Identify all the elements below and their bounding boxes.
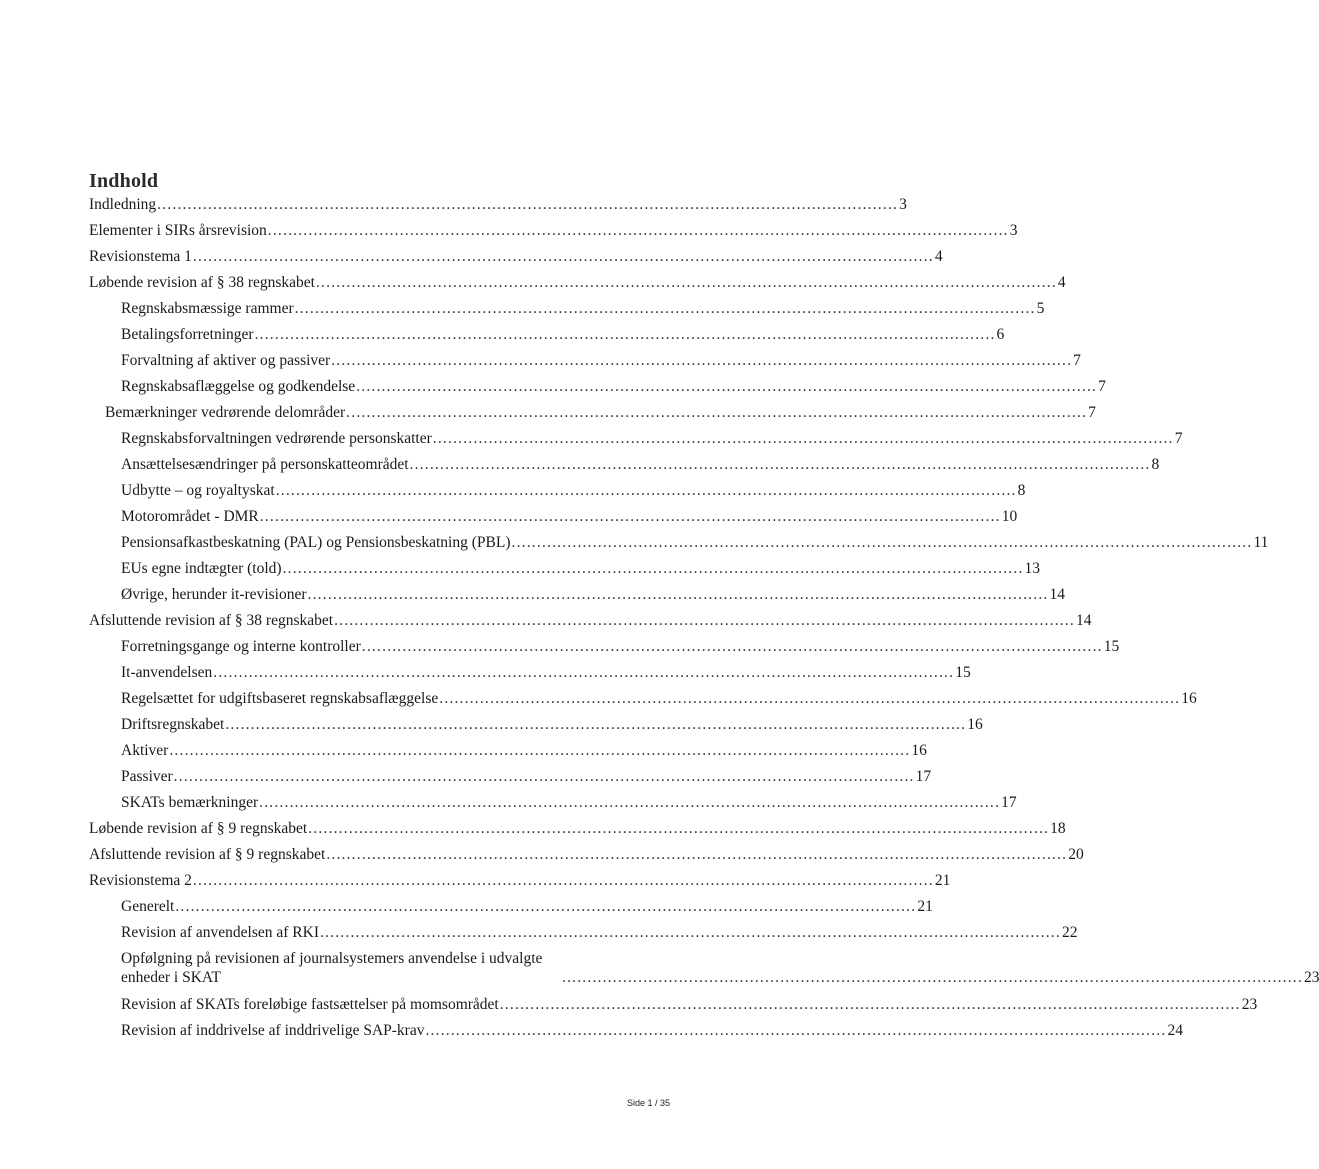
toc-entry-label: Afsluttende revision af § 38 regnskabet bbox=[89, 612, 334, 629]
toc-entry-momsomraadet[interactable] bbox=[121, 995, 1258, 1014]
toc-page-number: 3 bbox=[1009, 222, 1018, 239]
toc-leader-dots: .................................................................................................................................................. bbox=[294, 300, 1036, 317]
toc-entry-label: Regnskabsaflæggelse og godkendelse bbox=[121, 378, 356, 395]
toc-leader-dots: .................................................................................................................................................. bbox=[334, 612, 1076, 629]
toc-entry-label: Pensionsafkastbeskatning (PAL) og Pensionsbeskatning (PBL) bbox=[121, 534, 511, 551]
toc-entry-motoromraadet[interactable] bbox=[121, 507, 1018, 526]
toc-leader-dots: .................................................................................................................................................. bbox=[511, 534, 1253, 551]
toc-entry-pal-pbl[interactable] bbox=[121, 533, 1269, 552]
toc-entry-label: Passiver bbox=[121, 768, 173, 785]
toc-entry-label: Revisionstema 1 bbox=[89, 248, 192, 265]
toc-entry-label: Forvaltning af aktiver og passiver bbox=[121, 352, 331, 369]
toc-page-number: 15 bbox=[1103, 638, 1120, 655]
toc-page-number: 23 bbox=[1241, 996, 1258, 1013]
toc-leader-dots: .................................................................................................................................................. bbox=[425, 1022, 1167, 1039]
toc-entry-regelsaettet[interactable] bbox=[121, 689, 1197, 708]
toc-leader-dots: .................................................................................................................................................. bbox=[175, 898, 917, 915]
toc-entry-forvaltning[interactable] bbox=[121, 351, 1081, 370]
toc-page-number: 5 bbox=[1036, 300, 1045, 317]
toc-leader-dots: .................................................................................................................................................. bbox=[499, 996, 1241, 1013]
toc-entry-label: Forretningsgange og interne kontroller bbox=[121, 638, 361, 655]
toc-page-number: 8 bbox=[1017, 482, 1026, 499]
toc-page-number: 16 bbox=[1181, 690, 1197, 707]
toc-page-number: 23 bbox=[1303, 969, 1319, 986]
toc-leader-dots: .................................................................................................................................................. bbox=[267, 222, 1009, 239]
toc-entry-regnskabsaflaeggelse[interactable] bbox=[121, 377, 1106, 396]
toc-page-number: 7 bbox=[1088, 404, 1096, 421]
toc-page-number: 7 bbox=[1098, 378, 1106, 395]
toc-entry-indledning[interactable] bbox=[89, 195, 907, 214]
toc-leader-dots: .................................................................................................................................................. bbox=[225, 716, 967, 733]
toc-leader-dots: .................................................................................................................................................. bbox=[173, 768, 915, 785]
toc-entry-forretningsgange[interactable] bbox=[121, 637, 1120, 656]
toc-page-number: 17 bbox=[915, 768, 932, 785]
toc-leader-dots: .................................................................................................................................................. bbox=[320, 924, 1061, 941]
toc-entry-label: Betalingsforretninger bbox=[121, 326, 254, 343]
toc-entry-aktiver[interactable] bbox=[121, 741, 927, 760]
toc-entry-bemaerkninger[interactable] bbox=[105, 403, 1096, 422]
toc-page-number: 22 bbox=[1061, 924, 1078, 941]
toc-entry-label: Revision af inddrivelse af inddrivelige SAP-krav bbox=[121, 1022, 425, 1039]
toc-leader-dots: .................................................................................................................................................. bbox=[361, 638, 1103, 655]
toc-entry-afsluttende-38[interactable] bbox=[89, 611, 1092, 630]
toc-entry-journalsystemer[interactable] bbox=[121, 949, 1319, 987]
toc-entry-generelt[interactable] bbox=[121, 897, 933, 916]
toc-page-number: 15 bbox=[955, 664, 971, 681]
toc-page-number: 21 bbox=[917, 898, 933, 915]
toc-leader-dots: .................................................................................................................................................. bbox=[157, 196, 899, 213]
toc-page-number: 16 bbox=[967, 716, 983, 733]
toc-entry-passiver[interactable] bbox=[121, 767, 932, 786]
toc-entry-label: Indledning bbox=[89, 196, 157, 213]
toc-entry-elementer[interactable] bbox=[89, 221, 1018, 240]
toc-entry-revisionstema-1[interactable] bbox=[89, 247, 943, 266]
toc-entry-label: Opfølgning på revisionen af journalsystemers anvendelse i udvalgte enheder i SKAT bbox=[121, 950, 543, 986]
toc-leader-dots: .................................................................................................................................................. bbox=[562, 969, 1303, 986]
toc-page-number: 8 bbox=[1151, 456, 1160, 473]
toc-leader-dots: .................................................................................................................................................. bbox=[315, 274, 1057, 291]
toc-entry-label: It-anvendelsen bbox=[121, 664, 213, 681]
toc-leader-dots: .................................................................................................................................................. bbox=[169, 742, 911, 759]
toc-leader-dots: .................................................................................................................................................. bbox=[356, 378, 1098, 395]
toc-page-number: 13 bbox=[1024, 560, 1041, 577]
toc-entry-ansaettelsesaendringer[interactable] bbox=[121, 455, 1160, 474]
toc-entry-label: Afsluttende revision af § 9 regnskabet bbox=[89, 846, 326, 863]
toc-page-number: 7 bbox=[1073, 352, 1081, 369]
toc-entry-label: Aktiver bbox=[121, 742, 169, 759]
toc-leader-dots: .................................................................................................................................................. bbox=[213, 664, 955, 681]
page-number-label: Side 1 / 35 bbox=[627, 1098, 671, 1108]
toc-page-number: 6 bbox=[996, 326, 1005, 343]
toc-entry-skats-bemaerkninger[interactable] bbox=[121, 793, 1017, 812]
toc-page-number: 17 bbox=[1001, 794, 1017, 811]
toc-leader-dots: .................................................................................................................................................. bbox=[331, 352, 1073, 369]
toc-leader-dots: .................................................................................................................................................. bbox=[432, 430, 1174, 447]
toc-page-number: 4 bbox=[934, 248, 943, 265]
toc-entry-label: Revision af anvendelsen af RKI bbox=[121, 924, 319, 941]
toc-page-number: 4 bbox=[1057, 274, 1066, 291]
toc-entry-rki[interactable] bbox=[121, 923, 1078, 942]
toc-page-number: 24 bbox=[1167, 1022, 1183, 1039]
toc-entry-personskatter[interactable] bbox=[121, 429, 1183, 448]
toc-page-number: 10 bbox=[1001, 508, 1018, 525]
toc-entry-regnskabsmaessige-rammer[interactable] bbox=[121, 299, 1045, 318]
toc-entry-ovrige[interactable] bbox=[121, 585, 1065, 604]
toc-entry-label: Regnskabsmæssige rammer bbox=[121, 300, 294, 317]
toc-leader-dots: .................................................................................................................................................. bbox=[326, 846, 1068, 863]
toc-entry-udbytte[interactable] bbox=[121, 481, 1026, 500]
toc-leader-dots: .................................................................................................................................................. bbox=[439, 690, 1181, 707]
toc-page-number: 21 bbox=[934, 872, 951, 889]
toc-entry-label: Udbytte – og royaltyskat bbox=[121, 482, 275, 499]
toc-entry-label: Regnskabsforvaltningen vedrørende personskatter bbox=[121, 430, 432, 447]
toc-entry-label: SKATs bemærkninger bbox=[121, 794, 259, 811]
toc-leader-dots: .................................................................................................................................................. bbox=[346, 404, 1088, 421]
toc-leader-dots: .................................................................................................................................................. bbox=[192, 872, 934, 889]
toc-entry-lobende-9[interactable] bbox=[89, 819, 1066, 838]
toc-entry-label: Revision af SKATs foreløbige fastsættelser på momsområdet bbox=[121, 996, 499, 1013]
page-footer bbox=[627, 1098, 670, 1108]
toc-leader-dots: .................................................................................................................................................. bbox=[275, 482, 1017, 499]
toc-entry-label: Ansættelsesændringer på personskatteområdet bbox=[121, 456, 409, 473]
toc-entry-label: Løbende revision af § 9 regnskabet bbox=[89, 820, 308, 837]
toc-page-number: 11 bbox=[1253, 534, 1269, 551]
toc-leader-dots: .................................................................................................................................................. bbox=[254, 326, 996, 343]
toc-entry-sap-krav[interactable] bbox=[121, 1021, 1183, 1040]
toc-entry-it-anvendelsen[interactable] bbox=[121, 663, 971, 682]
toc-entry-label: Bemærkninger vedrørende delområder bbox=[105, 404, 346, 421]
toc-entry-label: Regelsættet for udgiftsbaseret regnskabsaflæggelse bbox=[121, 690, 439, 707]
toc-entry-label: Revisionstema 2 bbox=[89, 872, 192, 889]
toc-entry-label: Øvrige, herunder it-revisioner bbox=[121, 586, 307, 603]
toc-page-number: 16 bbox=[911, 742, 927, 759]
toc-page-number: 14 bbox=[1076, 612, 1092, 629]
toc-entry-label: Løbende revision af § 38 regnskabet bbox=[89, 274, 315, 291]
toc-entry-driftsregnskabet[interactable] bbox=[121, 715, 983, 734]
toc-entry-label: Driftsregnskabet bbox=[121, 716, 225, 733]
toc-page-number: 14 bbox=[1049, 586, 1065, 603]
toc-leader-dots: .................................................................................................................................................. bbox=[192, 248, 934, 265]
toc-page-number: 20 bbox=[1068, 846, 1084, 863]
toc-entry-lobende-38[interactable] bbox=[89, 273, 1066, 292]
toc-page-number: 3 bbox=[899, 196, 907, 213]
toc-entry-revisionstema-2[interactable] bbox=[89, 871, 951, 890]
toc-page-number: 18 bbox=[1050, 820, 1066, 837]
toc-entry-afsluttende-9[interactable] bbox=[89, 845, 1084, 864]
toc-leader-dots: .................................................................................................................................................. bbox=[259, 794, 1001, 811]
toc-leader-dots: .................................................................................................................................................. bbox=[307, 586, 1049, 603]
toc-entry-label: Generelt bbox=[121, 898, 175, 915]
toc-entry-label: Elementer i SIRs årsrevision bbox=[89, 222, 267, 239]
toc-leader-dots: .................................................................................................................................................. bbox=[308, 820, 1050, 837]
toc-entry-label: Motorområdet - DMR bbox=[121, 508, 259, 525]
toc-leader-dots: .................................................................................................................................................. bbox=[259, 508, 1001, 525]
toc-leader-dots: .................................................................................................................................................. bbox=[409, 456, 1151, 473]
toc-entry-betalingsforretninger[interactable] bbox=[121, 325, 1005, 344]
toc-entry-eus-egne[interactable] bbox=[121, 559, 1041, 578]
toc-page-number: 7 bbox=[1174, 430, 1183, 447]
toc-heading: Indhold bbox=[89, 170, 159, 192]
toc-entry-label: EUs egne indtægter (told) bbox=[121, 560, 282, 577]
toc-leader-dots: .................................................................................................................................................. bbox=[282, 560, 1024, 577]
